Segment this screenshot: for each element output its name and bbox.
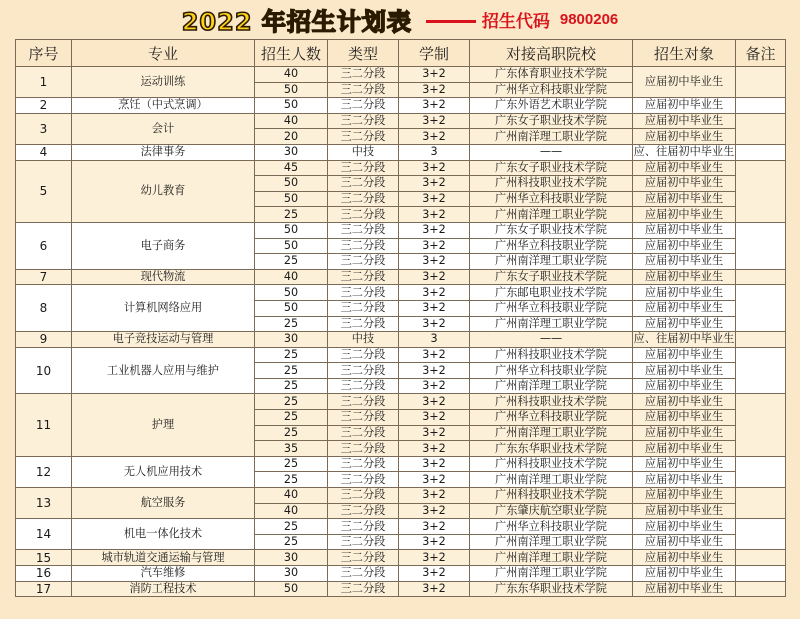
partner-college-cell: 广东女子职业技术学院: [470, 113, 633, 129]
type-cell: 三二分段: [328, 472, 399, 488]
partner-college-cell: 广州南洋理工职业学院: [470, 550, 633, 566]
header-cell: 招生对象: [633, 40, 736, 67]
target-cell: 应届初中毕业生: [633, 519, 736, 535]
duration-cell: 3+2: [399, 207, 470, 223]
target-cell: 应届初中毕业生: [633, 425, 736, 441]
target-cell: 应届初中毕业生: [633, 394, 736, 410]
header-cell: 对接高职院校: [470, 40, 633, 67]
duration-cell: 3+2: [399, 425, 470, 441]
header-cell: 类型: [328, 40, 399, 67]
partner-college-cell: 广州南洋理工职业学院: [470, 566, 633, 582]
duration-cell: 3: [399, 144, 470, 160]
type-cell: 三二分段: [328, 410, 399, 426]
row-index-cell: 8: [16, 285, 72, 332]
quota-cell: 25: [255, 519, 328, 535]
duration-cell: 3+2: [399, 176, 470, 192]
target-cell: 应届初中毕业生: [633, 488, 736, 504]
remark-cell: [736, 67, 786, 98]
table-row: [16, 394, 786, 410]
partner-college-cell: 广州华立科技职业学院: [470, 363, 633, 379]
quota-cell: 25: [255, 254, 328, 270]
major-cell: 计算机网络应用: [72, 285, 255, 332]
duration-cell: 3+2: [399, 160, 470, 176]
quota-cell: 25: [255, 316, 328, 332]
quota-cell: 25: [255, 207, 328, 223]
quota-cell: 25: [255, 378, 328, 394]
duration-cell: 3+2: [399, 129, 470, 145]
remark-cell: [736, 269, 786, 285]
duration-cell: 3+2: [399, 222, 470, 238]
target-cell: 应届初中毕业生: [633, 503, 736, 519]
row-index-cell: 5: [16, 160, 72, 222]
major-cell: 幼儿教育: [72, 160, 255, 222]
duration-cell: 3+2: [399, 300, 470, 316]
major-cell: 烹饪（中式烹调）: [72, 98, 255, 114]
row-index-cell: 6: [16, 222, 72, 269]
target-cell: 应届初中毕业生: [633, 534, 736, 550]
type-cell: 三二分段: [328, 176, 399, 192]
type-cell: 三二分段: [328, 550, 399, 566]
partner-college-cell: 广东东华职业技术学院: [470, 581, 633, 597]
row-index-cell: 15: [16, 550, 72, 566]
type-cell: 三二分段: [328, 456, 399, 472]
target-cell: 应届初中毕业生: [633, 550, 736, 566]
quota-cell: 45: [255, 160, 328, 176]
table-body: [16, 67, 786, 597]
type-cell: 三二分段: [328, 254, 399, 270]
target-cell: 应届初中毕业生: [633, 581, 736, 597]
remark-cell: [736, 113, 786, 144]
type-cell: 三二分段: [328, 503, 399, 519]
target-cell: 应届初中毕业生: [633, 566, 736, 582]
table-row: [16, 160, 786, 176]
major-cell: 电子商务: [72, 222, 255, 269]
type-cell: 三二分段: [328, 285, 399, 301]
quota-cell: 50: [255, 176, 328, 192]
partner-college-cell: ——: [470, 332, 633, 348]
type-cell: 中技: [328, 332, 399, 348]
table-row: [16, 332, 786, 348]
remark-cell: [736, 285, 786, 332]
partner-college-cell: 广州南洋理工职业学院: [470, 316, 633, 332]
duration-cell: 3+2: [399, 519, 470, 535]
duration-cell: 3+2: [399, 410, 470, 426]
duration-cell: 3+2: [399, 98, 470, 114]
row-index-cell: 12: [16, 456, 72, 487]
partner-college-cell: 广州科技职业技术学院: [470, 456, 633, 472]
target-cell: 应届初中毕业生: [633, 238, 736, 254]
quota-cell: 30: [255, 144, 328, 160]
title-dash: [426, 20, 476, 23]
partner-college-cell: 广东外语艺术职业学院: [470, 98, 633, 114]
quota-cell: 20: [255, 129, 328, 145]
page-title: [0, 0, 800, 38]
quota-cell: 25: [255, 347, 328, 363]
row-index-cell: 17: [16, 581, 72, 597]
major-cell: 城市轨道交通运输与管理: [72, 550, 255, 566]
major-cell: 运动训练: [72, 67, 255, 98]
target-cell: 应、往届初中毕业生: [633, 332, 735, 346]
partner-college-cell: 广州南洋理工职业学院: [470, 378, 633, 394]
remark-cell: [736, 160, 786, 222]
duration-cell: 3+2: [399, 82, 470, 98]
partner-college-cell: 广州科技职业技术学院: [470, 347, 633, 363]
type-cell: 三二分段: [328, 98, 399, 114]
quota-cell: 30: [255, 566, 328, 582]
quota-cell: 40: [255, 113, 328, 129]
table-row: [16, 285, 786, 301]
row-index-cell: 13: [16, 488, 72, 519]
row-index-cell: 4: [16, 144, 72, 160]
target-cell: 应届初中毕业生: [633, 363, 736, 379]
table-row: [16, 113, 786, 129]
duration-cell: 3+2: [399, 566, 470, 582]
table-row: [16, 488, 786, 504]
target-cell: 应届初中毕业生: [633, 441, 736, 457]
quota-cell: 50: [255, 82, 328, 98]
partner-college-cell: 广州华立科技职业学院: [470, 410, 633, 426]
type-cell: 三二分段: [328, 207, 399, 223]
table-row: [16, 566, 786, 582]
major-cell: 法律事务: [72, 144, 255, 160]
partner-college-cell: 广东女子职业技术学院: [470, 160, 633, 176]
type-cell: 三二分段: [328, 363, 399, 379]
row-index-cell: 16: [16, 566, 72, 582]
row-index-cell: 10: [16, 347, 72, 394]
duration-cell: 3+2: [399, 316, 470, 332]
partner-college-cell: 广州科技职业技术学院: [470, 488, 633, 504]
table-row: [16, 581, 786, 597]
row-index-cell: 14: [16, 519, 72, 550]
header-cell: 学制: [399, 40, 470, 67]
partner-college-cell: 广州南洋理工职业学院: [470, 425, 633, 441]
duration-cell: 3+2: [399, 534, 470, 550]
major-cell: 消防工程技术: [72, 581, 255, 597]
partner-college-cell: 广州南洋理工职业学院: [470, 472, 633, 488]
row-index-cell: 1: [16, 67, 72, 98]
duration-cell: 3+2: [399, 238, 470, 254]
duration-cell: 3+2: [399, 441, 470, 457]
duration-cell: 3+2: [399, 347, 470, 363]
duration-cell: 3+2: [399, 113, 470, 129]
quota-cell: 40: [255, 67, 328, 83]
duration-cell: 3: [399, 332, 470, 348]
remark-cell: [736, 332, 786, 348]
duration-cell: 3+2: [399, 488, 470, 504]
type-cell: 三二分段: [328, 269, 399, 285]
row-index-cell: 7: [16, 269, 72, 285]
partner-college-cell: 广东女子职业技术学院: [470, 222, 633, 238]
target-cell: 应届初中毕业生: [633, 98, 736, 114]
target-cell: 应届初中毕业生: [633, 67, 736, 98]
remark-cell: [736, 98, 786, 114]
target-cell: 应届初中毕业生: [633, 222, 736, 238]
partner-college-cell: 广州南洋理工职业学院: [470, 254, 633, 270]
target-cell: 应届初中毕业生: [633, 269, 736, 285]
table-row: [16, 456, 786, 472]
remark-cell: [736, 566, 786, 582]
table-row: [16, 269, 786, 285]
row-index-cell: 11: [16, 394, 72, 456]
type-cell: 三二分段: [328, 222, 399, 238]
quota-cell: 30: [255, 332, 328, 348]
admission-code-label: 招生代码: [481, 11, 550, 32]
duration-cell: 3+2: [399, 503, 470, 519]
quota-cell: 25: [255, 410, 328, 426]
partner-college-cell: 广州华立科技职业学院: [470, 519, 633, 535]
major-cell: 护理: [72, 394, 255, 456]
row-index-cell: 2: [16, 98, 72, 114]
duration-cell: 3+2: [399, 269, 470, 285]
major-cell: 汽车维修: [72, 566, 255, 582]
duration-cell: 3+2: [399, 67, 470, 83]
partner-college-cell: 广州华立科技职业学院: [470, 300, 633, 316]
major-cell: 工业机器人应用与维护: [72, 347, 255, 394]
quota-cell: 50: [255, 238, 328, 254]
partner-college-cell: 广东东华职业技术学院: [470, 441, 633, 457]
partner-college-cell: 广东肇庆航空职业学院: [470, 503, 633, 519]
table-row: [16, 550, 786, 566]
partner-college-cell: 广州华立科技职业学院: [470, 238, 633, 254]
quota-cell: 25: [255, 394, 328, 410]
target-cell: 应届初中毕业生: [633, 285, 736, 301]
type-cell: 三二分段: [328, 378, 399, 394]
remark-cell: [736, 550, 786, 566]
duration-cell: 3+2: [399, 581, 470, 597]
remark-cell: [736, 222, 786, 269]
duration-cell: 3+2: [399, 378, 470, 394]
partner-college-cell: 广东女子职业技术学院: [470, 269, 633, 285]
type-cell: 三二分段: [328, 441, 399, 457]
major-cell: 航空服务: [72, 488, 255, 519]
type-cell: 三二分段: [328, 300, 399, 316]
target-cell: 应届初中毕业生: [633, 347, 736, 363]
remark-cell: [736, 488, 786, 519]
table-row: [16, 144, 786, 160]
quota-cell: 25: [255, 472, 328, 488]
remark-cell: [736, 456, 786, 487]
partner-college-cell: 广州科技职业技术学院: [470, 394, 633, 410]
quota-cell: 50: [255, 98, 328, 114]
quota-cell: 50: [255, 581, 328, 597]
quota-cell: 50: [255, 285, 328, 301]
type-cell: 三二分段: [328, 160, 399, 176]
type-cell: 三二分段: [328, 67, 399, 83]
major-cell: 机电一体化技术: [72, 519, 255, 550]
remark-cell: [736, 144, 786, 160]
type-cell: 中技: [328, 144, 399, 160]
quota-cell: 30: [255, 550, 328, 566]
target-cell: 应届初中毕业生: [633, 207, 736, 223]
duration-cell: 3+2: [399, 472, 470, 488]
table-row: [16, 98, 786, 114]
target-cell: 应届初中毕业生: [633, 254, 736, 270]
target-cell: 应届初中毕业生: [633, 129, 736, 145]
partner-college-cell: 广州南洋理工职业学院: [470, 129, 633, 145]
type-cell: 三二分段: [328, 488, 399, 504]
target-cell: 应届初中毕业生: [633, 456, 736, 472]
quota-cell: 40: [255, 503, 328, 519]
target-cell: 应届初中毕业生: [633, 300, 736, 316]
type-cell: 三二分段: [328, 425, 399, 441]
row-index-cell: 3: [16, 113, 72, 144]
remark-cell: [736, 394, 786, 456]
type-cell: 三二分段: [328, 519, 399, 535]
target-cell: 应届初中毕业生: [633, 191, 736, 207]
table-row: [16, 347, 786, 363]
major-cell: 会计: [72, 113, 255, 144]
major-cell: 现代物流: [72, 269, 255, 285]
type-cell: 三二分段: [328, 316, 399, 332]
target-cell: 应、往届初中毕业生: [633, 145, 735, 159]
type-cell: 三二分段: [328, 113, 399, 129]
remark-cell: [736, 581, 786, 597]
type-cell: 三二分段: [328, 394, 399, 410]
target-cell: 应届初中毕业生: [633, 176, 736, 192]
type-cell: 三二分段: [328, 238, 399, 254]
target-cell: 应届初中毕业生: [633, 378, 736, 394]
quota-cell: 50: [255, 222, 328, 238]
duration-cell: 3+2: [399, 191, 470, 207]
quota-cell: 40: [255, 269, 328, 285]
duration-cell: 3+2: [399, 285, 470, 301]
quota-cell: 25: [255, 534, 328, 550]
enrollment-plan-table: [15, 39, 786, 597]
target-cell: 应届初中毕业生: [633, 113, 736, 129]
duration-cell: 3+2: [399, 456, 470, 472]
quota-cell: 25: [255, 363, 328, 379]
partner-college-cell: 广州科技职业技术学院: [470, 176, 633, 192]
partner-college-cell: 广州南洋理工职业学院: [470, 207, 633, 223]
table-row: [16, 519, 786, 535]
quota-cell: 50: [255, 300, 328, 316]
partner-college-cell: ——: [470, 144, 633, 160]
type-cell: 三二分段: [328, 129, 399, 145]
quota-cell: 35: [255, 441, 328, 457]
type-cell: 三二分段: [328, 566, 399, 582]
target-cell: 应届初中毕业生: [633, 472, 736, 488]
duration-cell: 3+2: [399, 394, 470, 410]
duration-cell: 3+2: [399, 363, 470, 379]
header-cell: 专业: [72, 40, 255, 67]
admission-code: 9800206: [559, 10, 619, 28]
header-cell: 序号: [16, 40, 72, 67]
quota-cell: 50: [255, 191, 328, 207]
target-cell: 应届初中毕业生: [633, 316, 736, 332]
header-cell: 备注: [736, 40, 786, 67]
type-cell: 三二分段: [328, 82, 399, 98]
quota-cell: 25: [255, 425, 328, 441]
major-cell: 无人机应用技术: [72, 456, 255, 487]
header-cell: 招生人数: [255, 40, 328, 67]
partner-college-cell: 广东体育职业技术学院: [470, 67, 633, 83]
partner-college-cell: 广州南洋理工职业学院: [470, 534, 633, 550]
duration-cell: 3+2: [399, 254, 470, 270]
major-cell: 电子竞技运动与管理: [72, 332, 255, 348]
target-cell: 应届初中毕业生: [633, 160, 736, 176]
header-row: [16, 40, 786, 67]
target-cell: 应届初中毕业生: [633, 410, 736, 426]
type-cell: 三二分段: [328, 534, 399, 550]
remark-cell: [736, 347, 786, 394]
quota-cell: 40: [255, 488, 328, 504]
row-index-cell: 9: [16, 332, 72, 348]
title-main: 2022 年招生计划表: [181, 7, 412, 36]
partner-college-cell: 广东邮电职业技术学院: [470, 285, 633, 301]
quota-cell: 25: [255, 456, 328, 472]
type-cell: 三二分段: [328, 191, 399, 207]
table-row: [16, 222, 786, 238]
duration-cell: 3+2: [399, 550, 470, 566]
partner-college-cell: 广州华立科技职业学院: [470, 82, 633, 98]
type-cell: 三二分段: [328, 347, 399, 363]
type-cell: 三二分段: [328, 581, 399, 597]
partner-college-cell: 广州华立科技职业学院: [470, 191, 633, 207]
remark-cell: [736, 519, 786, 550]
table-row: [16, 67, 786, 83]
